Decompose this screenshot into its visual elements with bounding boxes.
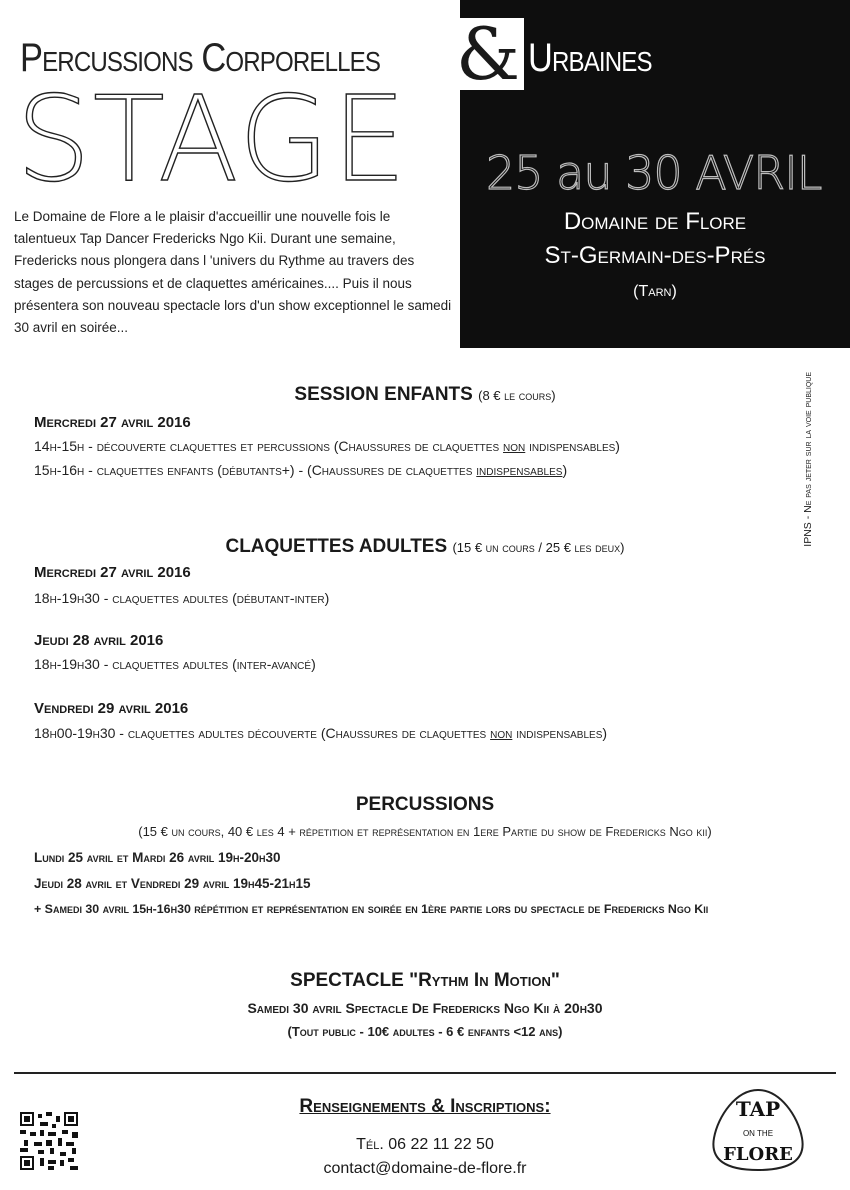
adultes-price: (15 € un cours / 25 € les deux) bbox=[452, 540, 625, 555]
adultes-title: CLAQUETTES ADULTES bbox=[225, 536, 448, 557]
section-title-enfants bbox=[0, 384, 850, 406]
adultes-line-1: 18h-19h30 - claquettes adultes (débutant-inter) bbox=[34, 590, 330, 606]
title-ampersand: & bbox=[452, 18, 524, 90]
enfants-line-2-u: indispensables bbox=[476, 462, 563, 478]
side-note-text: IPNS - Ne pas jeter sur la voie publique bbox=[802, 372, 814, 547]
stage-heading: STAGE bbox=[16, 70, 409, 208]
adultes-line-2: 18h-19h30 - claquettes adultes (inter-avancé) bbox=[34, 656, 316, 672]
enfants-line-2-a: 15h-16h - claquettes enfants (débutants+) - (Chaussures de claquettes bbox=[34, 462, 477, 478]
section-title-adultes bbox=[0, 536, 850, 558]
enfants-price: (8 € le cours) bbox=[478, 388, 556, 403]
footer-phone: Tél. 06 22 11 22 50 bbox=[356, 1136, 494, 1153]
enfants-title: SESSION ENFANTS bbox=[294, 384, 473, 405]
adultes-line-3 bbox=[34, 725, 607, 741]
spectacle-title: SPECTACLE "Rythm In Motion" bbox=[290, 970, 560, 991]
enfants-line-1-b: indispensables) bbox=[525, 438, 620, 454]
percussions-line-3: + Samedi 30 avril 15h-16h30 répétition et représentation en soirée en 1ère partie lors du spectacle de Fredericks Ngo Kii bbox=[34, 902, 709, 916]
venue-town: St-Germain-des-Prés bbox=[544, 242, 766, 269]
spectacle-line-1: Samedi 30 avril Spectacle De Fredericks Ngo Kii à 20h30 bbox=[247, 1000, 603, 1016]
intro-paragraph: Le Domaine de Flore a le plaisir d'accueillir une nouvelle fois le talentueux Tap Dancer Fredericks Ngo Kii. Durant une semaine, Fredericks nous plongera dans l 'univers du Rythme au travers des stages de percussions et de claquettes américaines.... Puis il nous présentera son nouveau spectacle lors d'un show exceptionnel le samedi 30 avril en soirée... bbox=[14, 209, 452, 336]
logo-mid-text: ON THE bbox=[742, 1129, 774, 1138]
adultes-day-2: Jeudi 28 avril 2016 bbox=[34, 632, 164, 649]
title-percussions-corporelles: Percussions Corporelles bbox=[20, 36, 381, 80]
adultes-line-3-a: 18h00-19h30 - claquettes adultes découverte (Chaussures de claquettes bbox=[34, 725, 491, 741]
venue-region: (Tarn) bbox=[633, 283, 677, 300]
footer-title-text: Renseignements & Inscriptions: bbox=[299, 1096, 551, 1117]
enfants-line-2 bbox=[34, 462, 567, 478]
enfants-line-1-u: non bbox=[503, 438, 526, 454]
adultes-day-3: Vendredi 29 avril 2016 bbox=[34, 700, 189, 717]
footer-divider bbox=[14, 1072, 836, 1074]
logo-bottom-text: FLORE bbox=[723, 1144, 793, 1165]
adultes-line-3-b: indispensables) bbox=[512, 725, 608, 741]
spectacle-line-2: (Tout public - 10€ adultes - 6 € enfants <12 ans) bbox=[287, 1024, 563, 1039]
adultes-day-1: Mercredi 27 avril 2016 bbox=[34, 564, 191, 581]
venue-name: Domaine de Flore bbox=[563, 208, 747, 235]
enfants-line-1 bbox=[34, 438, 620, 454]
adultes-line-3-u: non bbox=[490, 725, 513, 741]
enfants-line-2-b: ) bbox=[562, 462, 568, 478]
tap-on-the-flore-logo bbox=[706, 1086, 810, 1174]
logo-top-text: TAP bbox=[735, 1097, 781, 1121]
title-urbaines: Urbaines bbox=[528, 36, 652, 80]
percussions-line-1: Lundi 25 avril et Mardi 26 avril 19h-20h30 bbox=[34, 850, 281, 865]
percussions-line-2: Jeudi 28 avril et Vendredi 29 avril 19h45-21h15 bbox=[34, 876, 311, 891]
event-dates: 25 au 30 AVRIL bbox=[486, 146, 822, 200]
footer-email: contact@domaine-de-flore.fr bbox=[323, 1160, 527, 1177]
percussions-price: (15 € un cours, 40 € les 4 + répetition et représentation en 1ere Partie du show de Fredericks Ngo kii) bbox=[138, 824, 712, 839]
section-title-percussions: PERCUSSIONS bbox=[355, 794, 495, 815]
enfants-line-1-a: 14h-15h - découverte claquettes et percussions (Chaussures de claquettes bbox=[34, 438, 504, 454]
enfants-day: Mercredi 27 avril 2016 bbox=[34, 414, 191, 431]
